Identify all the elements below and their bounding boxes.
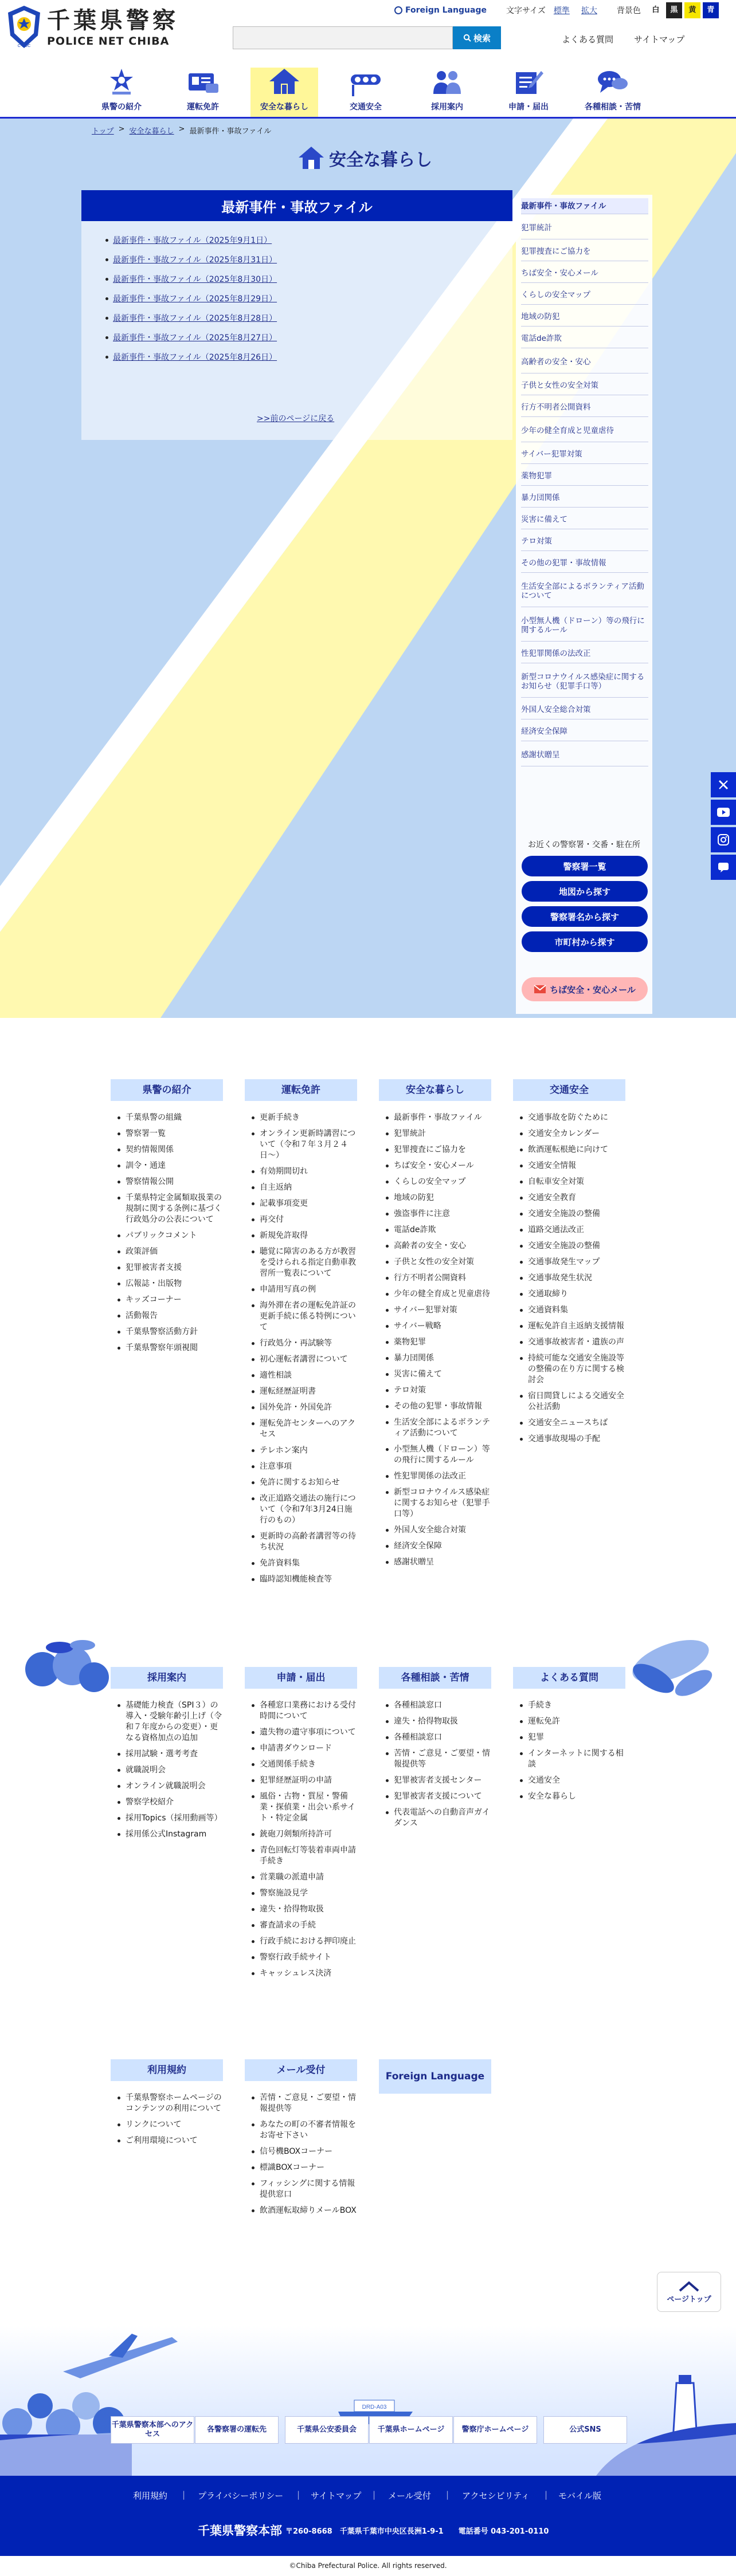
sitemap-link[interactable]: 犯罪被害者支援センター (386, 1775, 491, 1786)
side-menu-item[interactable]: 性犯罪関係の法改正 (521, 644, 648, 663)
breadcrumb-top[interactable]: トップ (92, 127, 114, 136)
page-title-text: 安全な暮らし (329, 150, 432, 170)
sitemap-link[interactable]: 自主返納 (252, 1182, 357, 1193)
site-logo[interactable] (6, 5, 179, 50)
gnav-label: 各種相談・苦情 (585, 103, 641, 112)
sitemap-link[interactable]: 交通資料集 (520, 1305, 625, 1316)
sitemap-link[interactable]: 自転車安全対策 (520, 1177, 625, 1187)
sitemap-link[interactable]: 感謝状贈呈 (386, 1557, 491, 1568)
search-input[interactable] (233, 26, 453, 49)
side-menu-item[interactable]: ちば安全・安心メール (521, 264, 648, 283)
sitemap-link[interactable]: 強盗事件に注意 (386, 1209, 491, 1220)
sitemap-link[interactable]: 警察学校紹介 (118, 1797, 223, 1808)
font-size-control (506, 5, 597, 16)
pen-form-icon (512, 68, 545, 96)
sitemap-link[interactable]: 運転免許自主返納支援情報 (520, 1321, 625, 1332)
sitemap-link[interactable]: 外国人安全総合対策 (386, 1525, 491, 1536)
sitemap-link[interactable]: 風俗・古物・質屋・警備業・探偵業・出会い系サイト・特定金属 (252, 1791, 357, 1824)
news-link[interactable]: 最新事件・事故ファイル（2025年9月1日） (113, 236, 272, 245)
footer-nav-sitemap[interactable]: サイトマップ (311, 2491, 362, 2501)
sitemap-link[interactable]: 採用試験・選考考査 (118, 1749, 223, 1760)
bg-yellow-button[interactable]: 黄 (684, 2, 700, 18)
header-links (562, 33, 684, 45)
bullet (105, 258, 108, 261)
sitemap-link[interactable]: サイバー戦略 (386, 1321, 491, 1332)
sitemap-link[interactable]: 警察施設見学 (252, 1888, 357, 1899)
sitemap-link[interactable]: 各種相談窓口 (386, 1700, 491, 1711)
gnav-item-applications[interactable] (495, 68, 562, 117)
sitemap-link[interactable]: 安全な暮らし (520, 1791, 625, 1802)
police-station-list-button[interactable]: 警察署一覧 (522, 856, 648, 876)
sitemap-link[interactable]: 交通事故発生状況 (520, 1273, 625, 1284)
sitemap-link[interactable]: 営業職の派遣申請 (252, 1872, 357, 1883)
footer-org-name: 千葉県警察本部 (198, 2524, 282, 2538)
sitemap-link[interactable]: 初心運転者講習について (252, 1354, 357, 1365)
sitemap-link[interactable]: ちば安全・安心メール (386, 1161, 491, 1171)
sitemap-link[interactable]: 電話de詐欺 (386, 1225, 491, 1236)
sitemap-link[interactable]: 有効期間切れ (252, 1166, 357, 1177)
sitemap-link[interactable]: 交通関係手続き (252, 1759, 357, 1770)
sitemap-link[interactable]: 訓令・通達 (118, 1161, 223, 1171)
footer-nav-mobile[interactable]: モバイル版 (558, 2491, 602, 2501)
sitemap-link[interactable]: 薬物犯罪 (386, 1337, 491, 1348)
police-emblem-icon (6, 5, 42, 50)
breadcrumb-current: 最新事件・事故ファイル (189, 127, 272, 136)
sitemap-link[interactable]: 犯罪 (520, 1732, 625, 1743)
side-menu-item[interactable]: 子供と女性の安全対策 (521, 376, 648, 395)
footer-link-public-safety-commission[interactable]: 千葉県公安委員会 (285, 2416, 369, 2444)
utility-bar (394, 2, 719, 18)
sitemap-link[interactable]: 千葉県特定金属類取扱業の規制に関する条例に基づく行政処分の公表について (118, 1193, 223, 1225)
news-link[interactable]: 最新事件・事故ファイル（2025年8月28日） (113, 314, 277, 323)
footer-link-prefecture[interactable]: 千葉県ホームページ (369, 2416, 453, 2444)
breadcrumb-safe-living[interactable]: 安全な暮らし (129, 127, 174, 136)
side-menu-item[interactable]: 犯罪捜査にご協力を (521, 242, 648, 261)
peanut-illustration (619, 1638, 722, 1701)
list-item (105, 250, 277, 269)
sitemap-link[interactable]: オンライン就職説明会 (118, 1781, 223, 1792)
news-link[interactable]: 最新事件・事故ファイル（2025年8月30日） (113, 275, 277, 284)
footer-nav-mail[interactable]: メール受付 (388, 2491, 431, 2501)
sitemap-link[interactable]: 更新時の高齢者講習等の待ち状況 (252, 1531, 357, 1553)
side-menu-item[interactable]: 高齢者の安全・安心 (521, 351, 648, 373)
footer-nav-sep: | (297, 2490, 300, 2500)
news-link[interactable]: 最新事件・事故ファイル（2025年8月31日） (113, 255, 277, 265)
house-icon (298, 146, 324, 170)
sitemap-link[interactable]: 苦情・ご意見・ご要望・情報提供等 (386, 1748, 491, 1770)
bg-black-button[interactable]: 黒 (666, 2, 682, 18)
sitemap-link[interactable]: あなたの町の不審者情報をお寄せ下さい (252, 2119, 357, 2141)
footer-nav (0, 2476, 736, 2556)
sitemap-link[interactable]: 暴力団関係 (386, 1353, 491, 1364)
bullet (105, 278, 108, 281)
sitemap-link[interactable]: 宿日間貸しによる交通安全公社活動 (520, 1391, 625, 1413)
sitemap-link[interactable]: 青色回転灯等装着車両申請手続き (252, 1845, 357, 1867)
sitemap-column-list (118, 2093, 223, 2152)
sitemap-link[interactable]: 交通事故発生マップ (520, 1257, 625, 1268)
bg-blue-button[interactable]: 青 (703, 2, 719, 18)
sitemap-link[interactable]: 千葉県警察年頭視閲 (118, 1343, 223, 1354)
footer-illustration (0, 2326, 736, 2476)
sitemap-link[interactable]: 契約情報関係 (118, 1145, 223, 1155)
breadcrumb (92, 125, 271, 136)
bullet (105, 356, 108, 359)
sitemap-link[interactable]: 少年の健全育成と児童虐待 (386, 1289, 491, 1300)
sitemap-link[interactable]: 運転免許センターへのアクセス (252, 1418, 357, 1440)
sitemap-link[interactable]: 犯罪捜査にご協力を (386, 1145, 491, 1155)
side-menu-item[interactable]: 最新事件・事故ファイル (521, 198, 648, 214)
list-item (105, 347, 277, 367)
font-size-large[interactable]: 拡大 (581, 6, 597, 15)
side-menu-item[interactable]: 暴力団関係 (521, 488, 648, 508)
sitemap-column-heading[interactable]: 運転免許 (245, 1079, 357, 1101)
footer-nav-sep: | (182, 2490, 186, 2500)
mail-icon (534, 985, 546, 994)
sitemap-link[interactable]: 高齢者の安全・安心 (386, 1241, 491, 1252)
page-top-label: ページトップ (667, 2295, 711, 2304)
sitemap-link[interactable]: その他の犯罪・事故情報 (386, 1401, 491, 1412)
sitemap-column-list (386, 1112, 491, 1573)
sitemap-link[interactable]: 改正道路交通法の施行について（令和7年3月24日施行のもの） (252, 1493, 357, 1526)
globe-icon (394, 6, 402, 14)
sitemap-link[interactable]: 違失・拾得物取扱 (386, 1716, 491, 1727)
side-menu-item[interactable]: テロ対策 (521, 532, 648, 551)
sitemap-link[interactable]: フィッシングに関する情報提供窓口 (252, 2178, 357, 2200)
sitemap-link[interactable]: 交通安全ニュースちば (520, 1418, 625, 1429)
sitemap-link[interactable]: 行政手続における押印廃止 (252, 1936, 357, 1947)
sitemap-column-list (252, 2093, 357, 2221)
footer-nav-sep: | (373, 2490, 376, 2500)
site-search (233, 26, 501, 49)
list-item (105, 308, 277, 328)
side-menu-item[interactable]: 犯罪統計 (521, 217, 648, 239)
gnav-item-organization[interactable] (88, 68, 155, 117)
breadcrumb-sep: > (118, 125, 125, 133)
global-nav (0, 68, 736, 117)
sitemap-link[interactable]: 免許に関するお知らせ (252, 1477, 357, 1488)
sitemap-link[interactable]: オンライン更新時講習について（令和７年３月２４日〜） (252, 1128, 357, 1161)
sitemap-link[interactable]: 千葉県警察ホームページのコンテンツの利用について (118, 2093, 223, 2114)
news-link[interactable]: 最新事件・事故ファイル（2025年8月29日） (113, 294, 277, 304)
bullet (105, 317, 108, 320)
section-heading: 最新事件・事故ファイル (81, 190, 512, 221)
sitemap-link[interactable]: 交通事故被害者・遺族の声 (520, 1337, 625, 1348)
sitemap-link[interactable]: 犯罪経歴証明の申請 (252, 1775, 357, 1786)
footer-link-npa[interactable]: 警察庁ホームページ (453, 2416, 537, 2444)
faq-link[interactable]: よくある質問 (562, 34, 614, 45)
sitemap-column-heading[interactable]: Foreign Language (379, 2059, 491, 2094)
sitemap-link[interactable]: 子供と女性の安全対策 (386, 1257, 491, 1268)
side-menu-item[interactable]: その他の犯罪・事故情報 (521, 553, 648, 573)
foreign-language-label: Foreign Language (405, 6, 487, 15)
list-item (105, 230, 277, 250)
line-icon[interactable] (711, 855, 736, 880)
sitemap-column-heading[interactable]: 各種相談・苦情 (379, 1667, 491, 1689)
side-menu-item[interactable]: 電話de詐欺 (521, 329, 648, 348)
sitemap-link[interactable]: キッズコーナー (118, 1295, 223, 1305)
sitemap-link[interactable]: 千葉県警の組織 (118, 1112, 223, 1123)
logo-title: 千葉県警察 (47, 7, 179, 34)
bullet (105, 336, 108, 339)
search-button-label: 検索 (473, 33, 491, 44)
sitemap-column-list (520, 1700, 625, 1807)
x-icon[interactable] (711, 772, 736, 797)
sitemap-link[interactable]: 銃砲刀剣類所持許可 (252, 1829, 357, 1840)
house-icon (268, 68, 300, 96)
bullet (105, 239, 108, 242)
sitemap-link[interactable]: インターネットに関する相談 (520, 1748, 625, 1770)
sitemap-link[interactable]: 記載事項変更 (252, 1198, 357, 1209)
logo-subtitle: POLICE NET CHIBA (47, 35, 170, 48)
gnav-item-recruitment[interactable] (413, 68, 481, 117)
footer-address: 〒260-8668 千葉県千葉市中央区長洲1-9-1 電話番号 043-201-0110 (285, 2527, 549, 2536)
sitemap-link[interactable]: 基礎能力検査（SPI３）の導入・受験年齢引上げ（令和７年度からの変更）・更なる資格加点の追加 (118, 1700, 223, 1744)
side-menu-item[interactable]: 地域の防犯 (521, 307, 648, 327)
sitemap-column-list (520, 1112, 625, 1450)
side-menu-item[interactable]: 薬物犯罪 (521, 466, 648, 486)
side-menu-item[interactable]: 生活安全部によるボランティア活動について (521, 575, 648, 607)
sitemap-link[interactable]: 千葉県警察活動方針 (118, 1327, 223, 1338)
search-by-municipality-button[interactable]: 市町村から探す (522, 931, 648, 952)
sitemap-column-heading[interactable]: 利用規約 (111, 2059, 223, 2081)
sitemap-link[interactable]: 交通安全教育 (520, 1193, 625, 1204)
sitemap-link[interactable]: 申請用写真の例 (252, 1284, 357, 1295)
font-size-label: 文字サイズ (506, 6, 546, 15)
side-menu-item[interactable]: サイバー犯罪対策 (521, 445, 648, 464)
sitemap-link[interactable]: 免許資料集 (252, 1558, 357, 1569)
airplane-icon (63, 2334, 178, 2378)
sitemap-link[interactable]: 飲酒運転根絶に向けて (520, 1145, 625, 1155)
sitemap-column-heading[interactable]: 県警の紹介 (111, 1079, 223, 1101)
search-by-map-button[interactable]: 地図から探す (522, 881, 648, 902)
sitemap-link[interactable]: 審査請求の手続 (252, 1920, 357, 1931)
sitemap-link[interactable]: 生活安全部によるボランティア活動について (386, 1417, 491, 1439)
sitemap-link[interactable]: テロ対策 (386, 1385, 491, 1396)
sitemap-link[interactable]: 手続き (520, 1700, 625, 1711)
sitemap-link[interactable]: 信号機BOXコーナー (252, 2146, 357, 2157)
sitemap-link[interactable]: 行政処分・再試験等 (252, 1338, 357, 1349)
sitemap-link[interactable]: 警察行政手続サイト (252, 1952, 357, 1963)
news-link[interactable]: 最新事件・事故ファイル（2025年8月26日） (113, 353, 277, 362)
list-item (105, 328, 277, 347)
sitemap-link[interactable]: 苦情・ご意見・ご要望・情報提供等 (252, 2093, 357, 2114)
footer-link-stations[interactable]: 各警察署の運転先 (195, 2416, 279, 2444)
sitemap-link[interactable]: 申請書ダウンロード (252, 1743, 357, 1754)
list-item (105, 289, 277, 308)
sitemap-link[interactable]: 警察情報公開 (118, 1177, 223, 1187)
instagram-icon[interactable] (711, 827, 736, 852)
sitemap-link[interactable]: 飲酒運転取締りメールBOX (252, 2205, 357, 2216)
bg-color-control (617, 2, 719, 18)
sitemap-link[interactable]: 交通安全カレンダー (520, 1128, 625, 1139)
side-menu-item[interactable]: 外国人安全総合対策 (521, 700, 648, 719)
news-link[interactable]: 最新事件・事故ファイル（2025年8月27日） (113, 333, 277, 343)
safety-mail-label: ちば安全・安心メール (550, 984, 636, 995)
sitemap-link[interactable]: 採用Topics（採用動画等） (118, 1813, 223, 1824)
sitemap-link[interactable]: 行方不明者公開資料 (386, 1273, 491, 1284)
bullet (105, 297, 108, 300)
sitemap-link[interactable]: 災害に備えて (386, 1369, 491, 1380)
sitemap-link[interactable]: サイバー犯罪対策 (386, 1305, 491, 1316)
footer-link-official-sns[interactable]: 公式SNS (543, 2416, 627, 2444)
sitemap-link[interactable]: 遺失物の遺守事項について (252, 1727, 357, 1738)
sitemap-link[interactable]: 代表電話への自動音声ガイダンス (386, 1807, 491, 1829)
page-top-button[interactable] (657, 2272, 721, 2312)
side-menu-item[interactable]: 行方不明者公開資料 (521, 398, 648, 417)
sitemap-link[interactable]: キャッシュレス決済 (252, 1968, 357, 1979)
sitemap-link[interactable]: 新規免許取得 (252, 1230, 357, 1241)
chevron-up-icon (678, 2280, 700, 2293)
sitemap-link[interactable]: 活動報告 (118, 1311, 223, 1322)
sitemap-column-heading[interactable]: 申請・届出 (245, 1667, 357, 1689)
sitemap-link[interactable]: 犯罪被害者支援について (386, 1791, 491, 1802)
sitemap-link[interactable]: 適性相談 (252, 1370, 357, 1381)
svg-text:DRD-A03: DRD-A03 (362, 2404, 387, 2410)
sitemap-link[interactable]: 採用係公式Instagram (118, 1829, 223, 1840)
sitemap-link[interactable]: 海外滞在者の運転免許証の更新手続に係る特例について (252, 1300, 357, 1333)
sitemap-link[interactable]: 交通安全施設の整備 (520, 1241, 625, 1252)
sitemap-link[interactable]: テレホン案内 (252, 1445, 357, 1456)
side-menu-item[interactable]: くらしの安全マップ (521, 285, 648, 305)
footer-nav-privacy[interactable]: プライバシーポリシー (198, 2491, 284, 2501)
police-emblem-icon (107, 68, 136, 96)
side-menu-item[interactable]: 災害に備えて (521, 510, 648, 529)
footer-nav-terms[interactable]: 利用規約 (133, 2491, 168, 2501)
sitemap-link[interactable]: 国外免許・外国免許 (252, 1402, 357, 1413)
page-title (298, 145, 432, 171)
sitemap-link[interactable]: 交通取締り (520, 1289, 625, 1300)
traffic-signal-icon (349, 70, 383, 96)
gnav-label: 申請・届出 (508, 103, 549, 112)
officers-icon (430, 68, 464, 96)
svg-text:C-POC: C-POC (17, 44, 31, 48)
safety-mail-button[interactable] (522, 977, 648, 1001)
sitemap-link[interactable]: ご利用環境について (118, 2135, 223, 2146)
fruit-illustration (19, 1636, 117, 1699)
sitemap-link[interactable]: リンクについて (118, 2119, 223, 2130)
sitemap-link[interactable]: 最新事件・事故ファイル (386, 1112, 491, 1123)
gnav-item-traffic-safety[interactable] (332, 68, 400, 117)
sitemap-link[interactable]: 交通事故を防ぐために (520, 1112, 625, 1123)
font-size-standard[interactable]: 標準 (553, 6, 570, 15)
sitemap-link[interactable]: サイトマップ (634, 34, 685, 45)
sitemap-link[interactable]: 運転免許 (520, 1716, 625, 1727)
footer-nav-sep: | (545, 2490, 548, 2500)
side-menu-item[interactable]: 感謝状贈呈 (521, 744, 648, 766)
sitemap-link[interactable]: 政策評価 (118, 1246, 223, 1257)
search-icon (463, 34, 471, 42)
gnav-label: 採用案内 (431, 103, 463, 112)
nearby-police-label: お近くの警察署・交番・駐在所 (528, 840, 640, 850)
site-header (0, 0, 736, 68)
sitemap-link[interactable]: 持続可能な交通安全施設等の整備の在り方に関する検討会 (520, 1353, 625, 1386)
sitemap-link[interactable]: 臨時認知機能検査等 (252, 1574, 357, 1585)
sitemap-link[interactable]: 道路交通法改正 (520, 1225, 625, 1236)
sitemap-link[interactable]: 広報誌・出版物 (118, 1279, 223, 1289)
sitemap-link[interactable]: 性犯罪関係の法改正 (386, 1471, 491, 1482)
gnav-item-consultation[interactable] (576, 68, 649, 117)
list-item (105, 269, 277, 289)
sitemap-link[interactable]: くらしの安全マップ (386, 1177, 491, 1187)
sitemap-link[interactable]: 運転経歴証明書 (252, 1386, 357, 1397)
footer-link-hq-access[interactable]: 千葉県警察本部へのアクセス (111, 2416, 194, 2444)
bg-color-label: 背景色 (616, 6, 641, 15)
gnav-item-safe-living[interactable] (250, 68, 318, 117)
gnav-label: 運転免許 (187, 103, 219, 112)
sitemap-link[interactable]: 交通事故現場の手配 (520, 1434, 625, 1445)
sitemap-link[interactable]: 犯罪被害者支援 (118, 1263, 223, 1273)
search-button[interactable] (453, 26, 501, 49)
gnav-label: 県警の紹介 (101, 103, 142, 112)
sitemap-link[interactable]: 小型無人機（ドローン）等の飛行に関するルール (386, 1444, 491, 1466)
gnav-label: 交通安全 (350, 103, 382, 112)
sitemap-link[interactable]: 再交付 (252, 1214, 357, 1225)
footer-nav-sep: | (446, 2490, 449, 2500)
sitemap-link[interactable]: 就職説明会 (118, 1765, 223, 1776)
sitemap-column-heading[interactable]: 採用案内 (111, 1667, 223, 1689)
sitemap-link[interactable]: 犯罪統計 (386, 1128, 491, 1139)
sitemap-link[interactable]: 警察署一覧 (118, 1128, 223, 1139)
sitemap-link[interactable]: 各種相談窓口 (386, 1732, 491, 1743)
sitemap-column-list (386, 1700, 491, 1834)
sitemap-link[interactable]: パブリックコメント (118, 1230, 223, 1241)
search-by-station-name-button[interactable]: 警察署名から探す (522, 906, 648, 927)
sitemap-link[interactable]: 各種窓口業務における受付時間について (252, 1700, 357, 1722)
sitemap-link[interactable]: 地域の防犯 (386, 1193, 491, 1204)
sitemap-link[interactable]: 交通安全施設の整備 (520, 1209, 625, 1220)
chat-bubble-icon (596, 68, 630, 96)
sitemap-link[interactable]: 新型コロナウイルス感染症に関するお知らせ（犯罪手口等） (386, 1487, 491, 1520)
sitemap-column-heading[interactable]: 安全な暮らし (379, 1079, 491, 1101)
sitemap-link[interactable]: 交通安全情報 (520, 1161, 625, 1171)
sitemap-link[interactable]: 標識BOXコーナー (252, 2162, 357, 2173)
sitemap-link[interactable]: 更新手続き (252, 1112, 357, 1123)
sitemap-column-heading[interactable]: 交通安全 (513, 1079, 625, 1101)
foreign-language-link[interactable] (394, 6, 487, 15)
sitemap-column-list (118, 1112, 223, 1359)
footer-nav-accessibility[interactable]: アクセシビリティ (462, 2491, 530, 2501)
side-menu-item[interactable]: 新型コロナウイルス感染症に関するお知らせ（犯罪手口等） (521, 666, 648, 698)
sitemap-column-list (252, 1112, 357, 1590)
copyright: ©Chiba Prefectural Police. All rights reserved. (0, 2556, 736, 2576)
breadcrumb-sep: > (178, 125, 185, 133)
side-menu-item[interactable]: 少年の健全育成と児童虐待 (521, 419, 648, 442)
sitemap-link[interactable]: 経済安全保障 (386, 1541, 491, 1552)
sitemap-link[interactable]: 聴覚に障害のある方が教習を受けられる指定自動車教習所一覧表について (252, 1246, 357, 1279)
gnav-item-license[interactable] (169, 68, 237, 117)
sitemap-link[interactable]: 注意事項 (252, 1461, 357, 1472)
gnav-label: 安全な暮らし (260, 103, 308, 112)
youtube-icon[interactable] (711, 800, 736, 825)
side-menu-item[interactable]: 小型無人機（ドローン）等の飛行に関するルール (521, 609, 648, 642)
sitemap-link[interactable]: 交通安全 (520, 1775, 625, 1786)
news-list (105, 230, 277, 367)
bg-white-button[interactable]: 白 (652, 6, 660, 14)
sitemap-link[interactable]: 違失・拾得物取扱 (252, 1904, 357, 1915)
sitemap-column-heading[interactable]: メール受付 (245, 2059, 357, 2081)
back-link[interactable]: >>前のページに戻る (257, 414, 335, 423)
sitemap-column-heading[interactable]: よくある質問 (513, 1667, 625, 1689)
license-card-icon (186, 69, 220, 96)
sitemap-column-list (252, 1700, 357, 1984)
sitemap-column-list (118, 1700, 223, 1845)
side-menu-item[interactable]: 経済安全保障 (521, 722, 648, 741)
